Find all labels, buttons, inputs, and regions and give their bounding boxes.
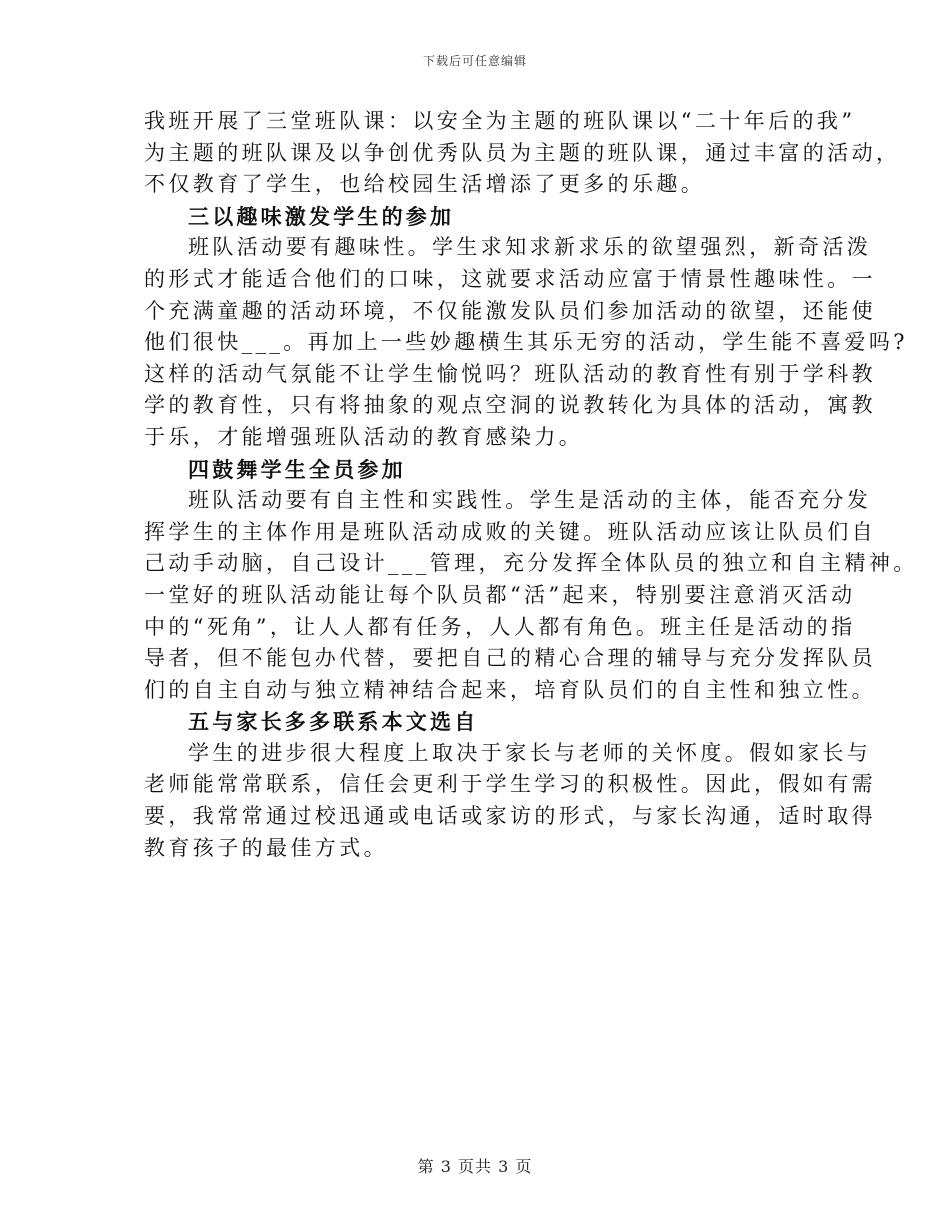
paragraph-line: 教育孩子的最佳方式。 [144, 835, 388, 860]
paragraph-line: 他们很快___。再加上一些妙趣横生其乐无穷的活动，学生能不喜爱吗? [144, 330, 908, 355]
paragraph-line: 要，我常常通过校迅通或电话或家访的形式，与家长沟通，适时取得 [144, 804, 876, 829]
section-heading-3: 三以趣味激发学生的参加 [188, 203, 455, 229]
paragraph-line: 班队活动要有趣味性。学生求知求新求乐的欲望强烈，新奇活泼 [188, 235, 872, 260]
paragraph-line: 个充满童趣的活动环境，不仅能激发队员们参加活动的欲望，还能使 [144, 298, 876, 323]
section-heading-5: 五与家长多多联系本文选自 [188, 709, 479, 735]
paragraph-line: 导者，但不能包办代替，要把自己的精心合理的辅导与充分发挥队员 [144, 646, 876, 671]
paragraph-line: 老师能常常联系，信任会更利于学生学习的积极性。因此，假如有需 [144, 772, 876, 797]
paragraph-line: 们的自主自动与独立精神结合起来，培育队员们的自主性和独立性。 [144, 677, 876, 702]
paragraph-line: 的形式才能适合他们的口味，这就要求活动应富于情景性趣味性。一 [144, 266, 876, 291]
paragraph-line: 为主题的班队课及以争创优秀队员为主题的班队课，通过丰富的活动， [144, 140, 901, 165]
page-header: 下载后可任意编辑 [422, 54, 527, 68]
page-footer: 第 3 页共 3 页 [417, 1157, 533, 1176]
paragraph-line: 一堂好的班队活动能让每个队员都“活”起来，特别要注意消灭活动 [144, 582, 856, 607]
paragraph-line: 不仅教育了学生，也给校园生活增添了更多的乐趣。 [144, 172, 706, 197]
paragraph-line: 这样的活动气氛能不让学生愉悦吗？班队活动的教育性有别于学科教 [144, 361, 876, 386]
body-text [144, 106, 918, 864]
paragraph-line: 于乐，才能增强班队活动的教育感染力。 [144, 424, 584, 449]
paragraph-line: 己动手动脑，自己设计___管理，充分发挥全体队员的独立和自主精神。 [144, 551, 918, 576]
paragraph-line: 班队活动要有自主性和实践性。学生是活动的主体，能否充分发 [188, 488, 872, 513]
paragraph-line: 学生的进步很大程度上取决于家长与老师的关怀度。假如家长与 [188, 740, 872, 765]
paragraph-line: 我班开展了三堂班队课：以安全为主题的班队课以“二十年后的我” [144, 109, 856, 133]
paragraph-line: 中的“死角”，让人人都有任务，人人都有角色。班主任是活动的指 [144, 614, 856, 639]
paragraph-line: 挥学生的主体作用是班队活动成败的关键。班队活动应该让队员们自 [144, 519, 876, 544]
section-heading-4: 四鼓舞学生全员参加 [188, 456, 406, 482]
paragraph-line: 学的教育性，只有将抽象的观点空洞的说教转化为具体的活动，寓教 [144, 393, 876, 418]
